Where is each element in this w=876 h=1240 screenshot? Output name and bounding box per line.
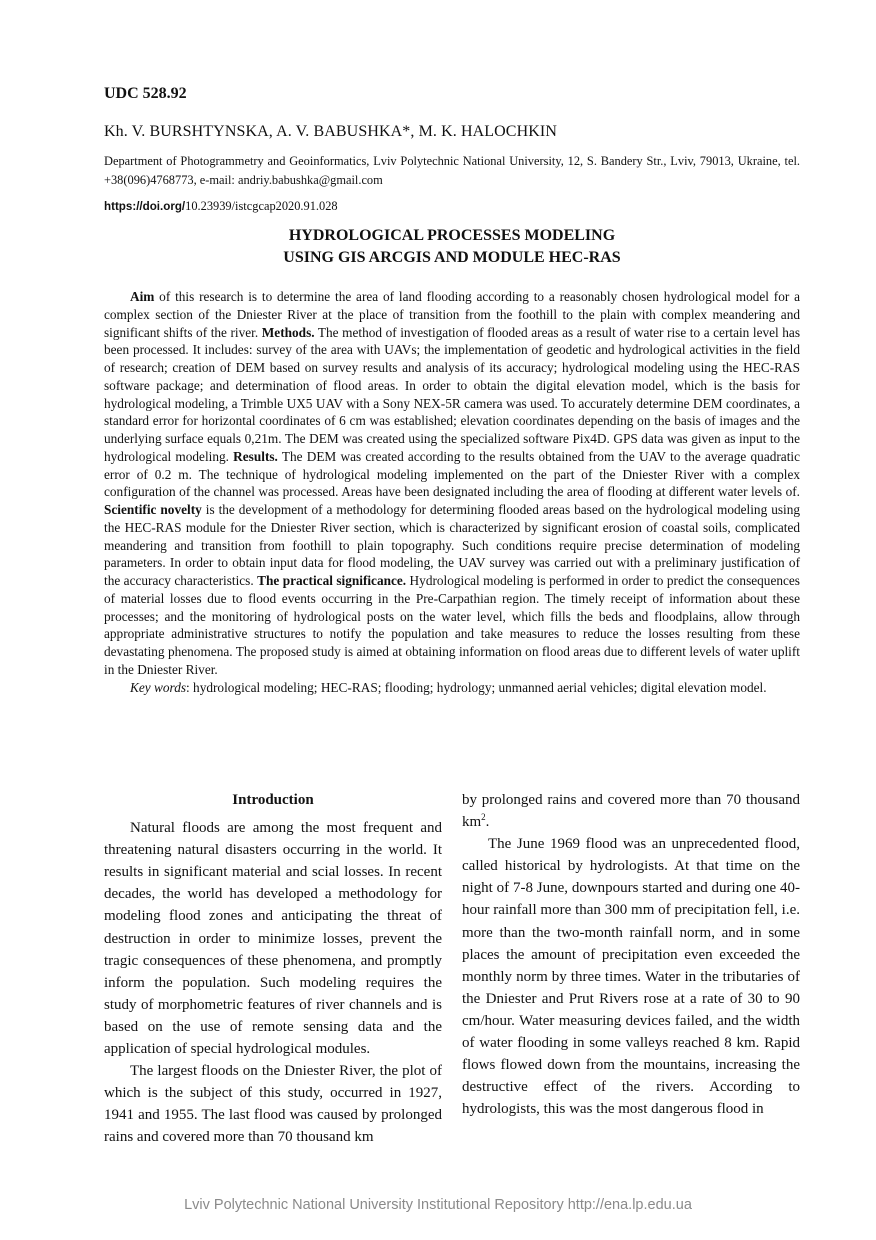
practical-label: The practical significance. (257, 573, 407, 588)
authors: Kh. V. BURSHTYNSKA, A. V. BABUSHKA*, M. K. HALOCHKIN (104, 123, 557, 140)
keywords-label: Key words (130, 679, 187, 695)
superscript: 2 (481, 812, 486, 823)
results-label: Results. (233, 448, 278, 464)
keywords-text: : hydrological modeling; HEC-RAS; flooding; hydrology; unmanned aerial vehicles; digital elevation model. (186, 679, 767, 695)
intro-paragraph-2-continued: by prolonged rains and covered more than 70 thousand $km^2$. (462, 792, 800, 831)
keywords (104, 679, 800, 697)
left-column (104, 789, 442, 1146)
aim-text: of this research is to determine the area of land flooding according to a reasonably chosen hydrological model for a complex section of the Dniester River at the place of transition from the foothill to the plain with complex meandering and significant shifts of the river. (104, 289, 800, 340)
novelty-text: is the development of a methodology for determining flooded areas based on the hydrological modeling using the HEC-RAS module for the Dniester River section, which is characterized by significant erosion of coastal soils, complicated meandering and transition from foothill to plain topography. Such conditions require precise determination of modeling parameters. In order to obtain input data for flood modeling, the UAV survey was carried out with a preliminary justification of the accuracy characteristics. (104, 502, 801, 588)
title-line-1: HYDROLOGICAL PROCESSES MODELING (288, 227, 616, 244)
methods-text: The method of investigation of flooded areas as a result of water rise to a certain level has been processed. It includes: survey of the area with UAVs; the implementation of geodetic and hydrological activities in the field of research; creation of DEM based on survey results and analysis of its accuracy; hydrological modeling using the HEC-RAS software package; and determination of flood areas. In order to obtain the digital elevation model, which is the basis for hydrological modeling, a Trimble UX5 UAV with a Sony NEX-5R camera was used. To accurately determine DEM coordinates, a standard error for horizontal coordinates of 6 cm was established; elevation coordinates depending on the basis of images and the underlying surface equals 0,21m. The DEM was created using the specialized software Pix4D. GPS data was given as input to the hydrological modeling. (104, 324, 800, 464)
affiliation: Department of Photogrammetry and Geoinformatics, Lviv Polytechnic National University, 12, S. Bandery Str., Lviv, 79013, Ukraine, tel. +38(096)4768773, e-mail: andriy.babushka@gmail.com (104, 154, 800, 187)
repository-footer: Lviv Polytechnic National University Institutional Repository http://ena.lp.edu.ua (184, 1197, 692, 1213)
title-line-2: USING GIS ARCGIS AND MODULE HEC-RAS (283, 249, 621, 266)
period: . (485, 814, 490, 831)
results-text: The DEM was created according to the results obtained from the UAV to the average quadratic error of 0.2 m. The technique of hydrological modeling implemented on the part of the Dniester River with a complex configuration of the channel was processed. Areas have been designated including the area of flooding at different water levels of. (104, 448, 800, 500)
novelty-label: Scientific novelty (104, 502, 202, 517)
aim-label: Aim (130, 289, 155, 304)
intro-paragraph-3: The June 1969 flood was an unprecedented flood, called historical by hydrologists. At that time on the night of 7-8 June, downpours started and during one 40-hour rainfall more than 300 mm of precipitation fell, i.e. more than the two-month rainfall norm, and in some places the amount of precipitation even exceeded the monthly norm by three times. Water in the tributaries of the Dniester and Prut Rivers rose at a rate of 30 to 90 cm/hour. Water measuring devices failed, and the width of water flooding in some valleys reached 8 km. Rapid flows flowed down from the mountains, increasing the destructive effect of the rivers. According to hydrologists, this was the most dangerous flood in (462, 836, 800, 1118)
intro-paragraph-2: The largest floods on the Dniester River, the plot of which is the subject of this study, occurred in 1927, 1941 and 1955. The last flood was caused by prolonged rains and covered more than 70 thousand km (104, 1063, 442, 1146)
udc-code: UDC 528.92 (104, 85, 187, 102)
abstract (104, 288, 800, 696)
practical-text: Hydrological modeling is performed in order to predict the consequences of material losses due to flood events occurring in the Pre-Carpathian region. The timely receipt of information about these processes; and the monitoring of hydrological posts on the water level, which fills the beds and floodplains, allow through appropriate administrative structures to notify the population and take measures to reduce the losses resulting from these devastating phenomena. The proposed study is aimed at obtaining information on flood areas due to different levels of water uplift in the Dniester River. (104, 573, 800, 677)
abstract-body (104, 288, 800, 679)
methods-label: Methods. (261, 324, 315, 340)
doi-link[interactable] (104, 199, 338, 214)
introduction-heading: Introduction (232, 792, 314, 808)
doi-id: 10.23939/istcgcap2020.91.028 (185, 199, 338, 213)
intro-paragraph-1: Natural floods are among the most frequent and threatening natural disasters occurring in the world. It results in significant material and scial losses. In recent decades, the world has developed a methodology for modeling flood zones and anticipating the threat of destruction in order to minimize losses, prevent the tragic consequences of these phenomena, and promptly inform the population. Such modeling requires the study of morphometric features of river channels and is based on the use of remote sensing data and the application of special hydrological modules. (104, 820, 442, 1058)
doi-prefix: https://doi.org/ (104, 200, 186, 213)
paper-title (104, 225, 800, 269)
right-column (462, 789, 800, 1120)
